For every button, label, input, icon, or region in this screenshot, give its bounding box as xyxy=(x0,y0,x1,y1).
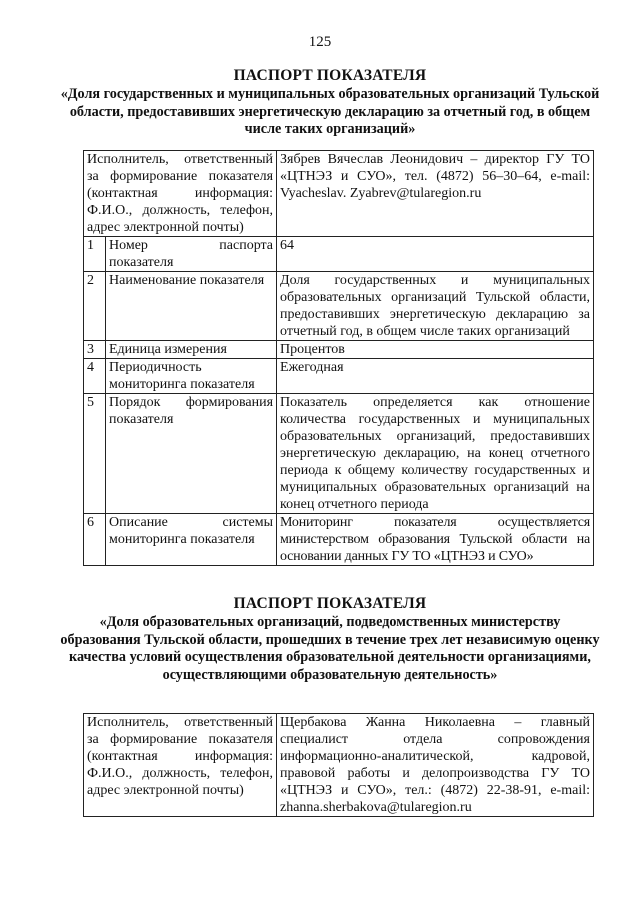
row-number: 2 xyxy=(84,272,106,341)
passport-1-table xyxy=(83,150,594,566)
table-row xyxy=(84,394,594,514)
table-row xyxy=(84,341,594,359)
table-row xyxy=(84,359,594,394)
row-label: Наименование показателя xyxy=(106,272,277,341)
row-label: Единица измерения xyxy=(106,341,277,359)
row-number: 5 xyxy=(84,394,106,514)
passport-2-table xyxy=(83,713,594,817)
executor-value: Щербакова Жанна Николаевна – главный специалист отдела сопровождения информационно-аналитической, кадровой, правовой работы и делопроизводства ГУ ТО «ЦТНЭЗ и СУО», тел.: (4872) 22-38-91, e-mail: zhanna.sherbakova@tularegion.ru xyxy=(277,714,594,817)
table-row xyxy=(84,272,594,341)
table-row xyxy=(84,514,594,566)
row-value: Доля государственных и муниципальных образовательных организаций Тульской области, предоставивших энергетическую декларацию за отчетный год, в общем числе таких организаций xyxy=(277,272,594,341)
row-number: 6 xyxy=(84,514,106,566)
executor-value: Зябрев Вячеслав Леонидович – директор ГУ ТО «ЦТНЭЗ и СУО», тел. (4872) 56–30–64, e-mail: Vyacheslav. Zyabrev@tularegion.ru xyxy=(277,151,594,237)
row-label: Номер паспорта показателя xyxy=(106,237,277,272)
row-value: Показатель определяется как отношение количества государственных и муниципальных образовательных организаций, предоставивших энергетическую декларацию, на конец отчетного периода к общему количеству государственных и муниципальных образовательных организаций на конец отчетного периода xyxy=(277,394,594,514)
row-label: Описание системы мониторинга показателя xyxy=(106,514,277,566)
row-value: Мониторинг показателя осуществляется министерством образования Тульской области на основании данных ГУ ТО «ЦТНЭЗ и СУО» xyxy=(277,514,594,566)
row-number: 4 xyxy=(84,359,106,394)
page-number: 125 xyxy=(308,34,332,50)
row-label: Периодичность мониторинга показателя xyxy=(106,359,277,394)
passport-2-title: ПАСПОРТ ПОКАЗАТЕЛЯ xyxy=(233,595,427,612)
passport-1-title: ПАСПОРТ ПОКАЗАТЕЛЯ xyxy=(233,67,427,84)
executor-row xyxy=(84,714,594,817)
executor-label: Исполнитель, ответственный за формирование показателя (контактная информация: Ф.И.О., должность, телефон, адрес электронной почты) xyxy=(84,151,277,237)
passport-1-subtitle: «Доля государственных и муниципальных образовательных организаций Тульской области, предоставивших энергетическую декларацию за отчетный год, в общем числе таких организаций» xyxy=(60,86,600,137)
row-number: 3 xyxy=(84,341,106,359)
executor-label: Исполнитель, ответственный за формирование показателя (контактная информация: Ф.И.О., должность, телефон, адрес электронной почты) xyxy=(84,714,277,817)
row-value: 64 xyxy=(277,237,594,272)
row-value: Ежегодная xyxy=(277,359,594,394)
row-label: Порядок формирования показателя xyxy=(106,394,277,514)
table-row xyxy=(84,237,594,272)
executor-row xyxy=(84,151,594,237)
row-value: Процентов xyxy=(277,341,594,359)
row-number: 1 xyxy=(84,237,106,272)
passport-2-subtitle: «Доля образовательных организаций, подведомственных министерству образования Тульской области, прошедших в течение трех лет независимую оценку качества условий осуществления образовательной деятельности организациями, осуществляющими образовательную деятельность» xyxy=(60,614,600,683)
